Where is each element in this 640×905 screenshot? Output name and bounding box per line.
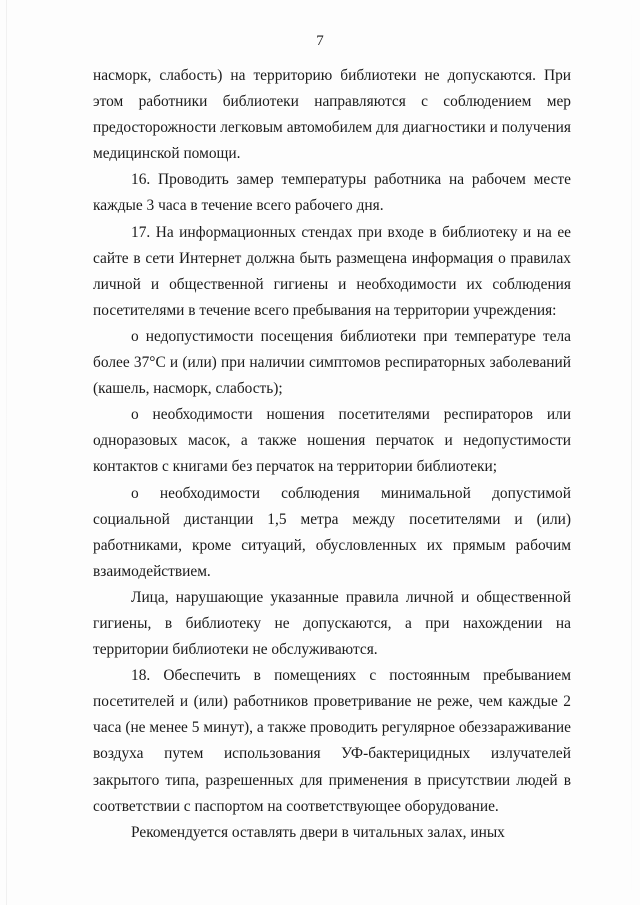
scan-edge-left xyxy=(6,0,7,905)
paragraph-recommendation: Рекомендуется оставлять двери в читальных залах, иных xyxy=(131,823,505,841)
paragraph-fever-rule: о недопустимости посещения библиотеки при температуре тела более 37°С и (или) при наличии симптомов респираторных заболеваний (кашель, насморк, слабость); xyxy=(93,327,571,398)
scan-edge-right xyxy=(631,0,632,905)
paragraph-violators: Лица, нарушающие указанные правила личной и общественной гигиены, в библиотеку не допускаются, а при нахождении на территории библиотеки не обслуживаются. xyxy=(93,588,571,659)
document-body xyxy=(93,63,571,846)
paragraph-item-17: 17. На информационных стендах при входе в библиотеку и на ее сайте в сети Интернет должна быть размещена информация о правилах личной и общественной гигиены и необходимости их соблюдения посетителями в течение всего пребывания на территории учреждения: xyxy=(93,223,571,319)
paragraph-distance-rule: о необходимости соблюдения минимальной допустимой социальной дистанции 1,5 метра между посетителями и (или) работниками, кроме ситуаций, обусловленных их прямым рабочим взаимодействием. xyxy=(93,484,571,580)
paragraph-item-16: 16. Проводить замер температуры работника на рабочем месте каждые 3 часа в течение всего рабочего дня. xyxy=(93,171,571,215)
paragraph-item-18: 18. Обеспечить в помещениях с постоянным пребыванием посетителей и (или) работников проветривание не реже, чем каждые 2 часа (не менее 5 минут), а также проводить регулярное обеззараживание воздуха путем использования УФ-бактерицидных излучателей закрытого типа, разрешенных для применения в присутствии людей в соответствии с паспортом на соответствующее оборудование. xyxy=(93,667,571,815)
paragraph-masks-rule: о необходимости ношения посетителями респираторов или одноразовых масок, а также ношения перчаток и недопустимости контактов с книгами без перчаток на территории библиотеки; xyxy=(93,406,571,476)
paragraph-continuation: насморк, слабость) на территорию библиотеки не допускаются. При этом работники библиотеки направляются с соблюдением мер предосторожности легковым автомобилем для диагностики и получения медицинской помощи. xyxy=(93,67,571,163)
page-number: 7 xyxy=(316,33,324,49)
